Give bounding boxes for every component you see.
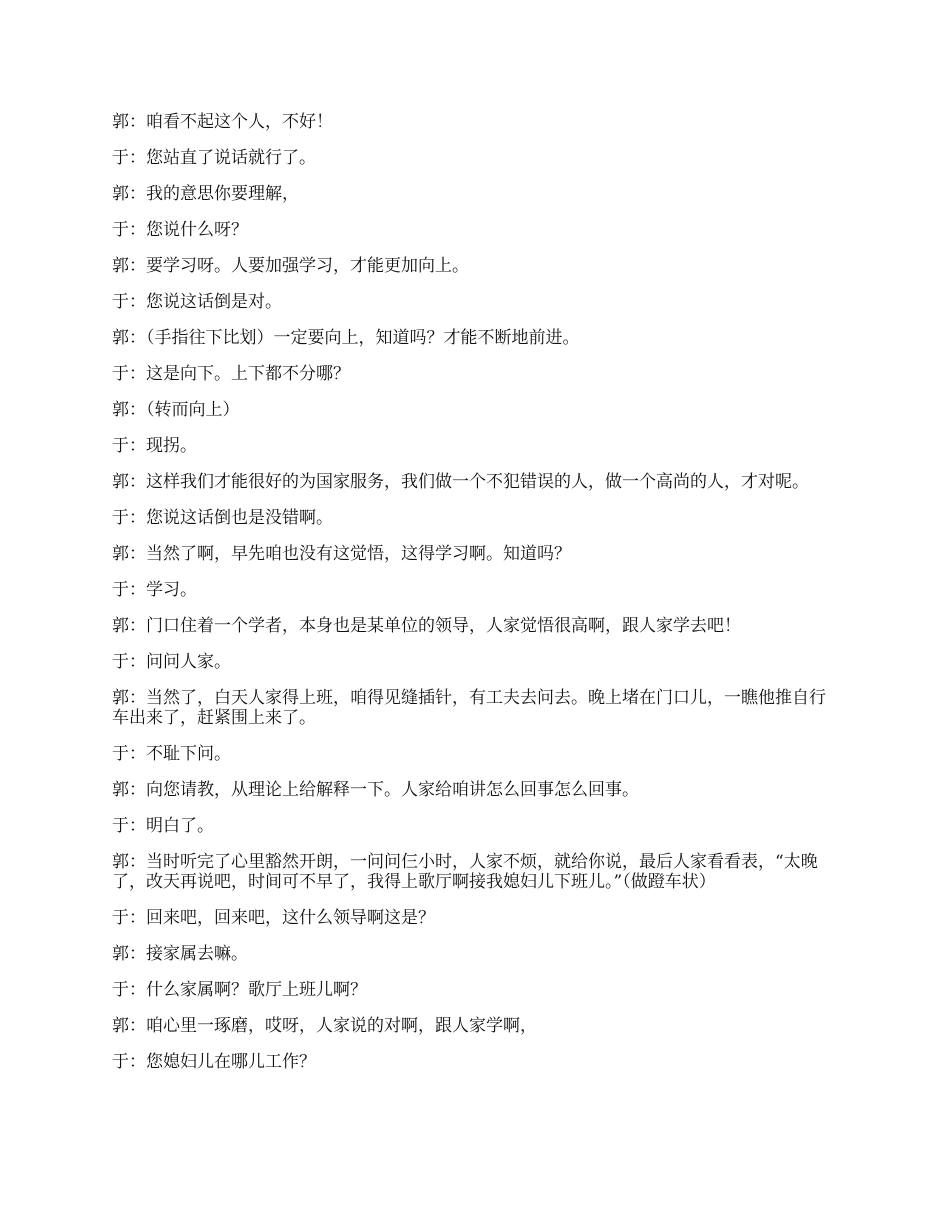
dialogue-line: 于：您媳妇儿在哪儿工作？ [112,1052,316,1072]
dialogue-line: 郭：接家属去嘛。 [112,944,248,964]
dialogue-line: 郭：咱看不起这个人，不好！ [112,112,333,132]
dialogue-line: 于：现拐。 [112,436,197,456]
dialogue-line: 郭：咱心里一琢磨，哎呀，人家说的对啊，跟人家学啊， [112,1016,537,1036]
dialogue-line: 郭：当然了啊，早先咱也没有这觉悟，这得学习啊。知道吗？ [112,544,571,564]
dialogue-line: 郭：这样我们才能很好的为国家服务，我们做一个不犯错误的人，做一个高尚的人，才对呢。 [112,472,809,492]
dialogue-line: 于：您站直了说话就行了。 [112,148,316,168]
dialogue-line: 于：问问人家。 [112,652,231,672]
dialogue-line: 于：什么家属啊？歌厅上班儿啊？ [112,980,367,1000]
dialogue-line: 于：您说什么呀？ [112,220,248,240]
dialogue-line: 郭：要学习呀。人要加强学习，才能更加向上。 [112,256,469,276]
dialogue-line: 郭：当时听完了心里豁然开朗，一问问仨小时，人家不烦，就给你说，最后人家看看表，“太晚了，改天再说吧，时间可不早了，我得上歌厅啊接我媳妇儿下班儿。”（做蹬车状） [112,852,818,892]
dialogue-line: 于：回来吧，回来吧，这什么领导啊这是？ [112,908,435,928]
dialogue-line: 于：您说这话倒是对。 [112,292,282,312]
dialogue-line: 郭：门口住着一个学者，本身也是某单位的领导，人家觉悟很高啊，跟人家学去吧！ [112,616,741,636]
dialogue-line: 于：明白了。 [112,816,214,836]
dialogue-line: 郭：（转而向上） [112,400,240,420]
document-page [112,112,840,1088]
dialogue-line: 郭：我的意思你要理解， [112,184,299,204]
dialogue-line: 于：您说这话倒也是没错啊。 [112,508,333,528]
dialogue-line: 于：这是向下。上下都不分哪？ [112,364,350,384]
dialogue-line: 郭：向您请教，从理论上给解释一下。人家给咱讲怎么回事怎么回事。 [112,780,639,800]
dialogue-line: 于：学习。 [112,580,197,600]
dialogue-line: 郭：当然了，白天人家得上班，咱得见缝插针，有工夫去问去。晚上堵在门口儿，一瞧他推自行车出来了，赶紧围上来了。 [112,688,826,728]
dialogue-line: 于：不耻下问。 [112,744,231,764]
dialogue-line: 郭：（手指往下比划）一定要向上，知道吗？才能不断地前进。 [112,328,580,348]
